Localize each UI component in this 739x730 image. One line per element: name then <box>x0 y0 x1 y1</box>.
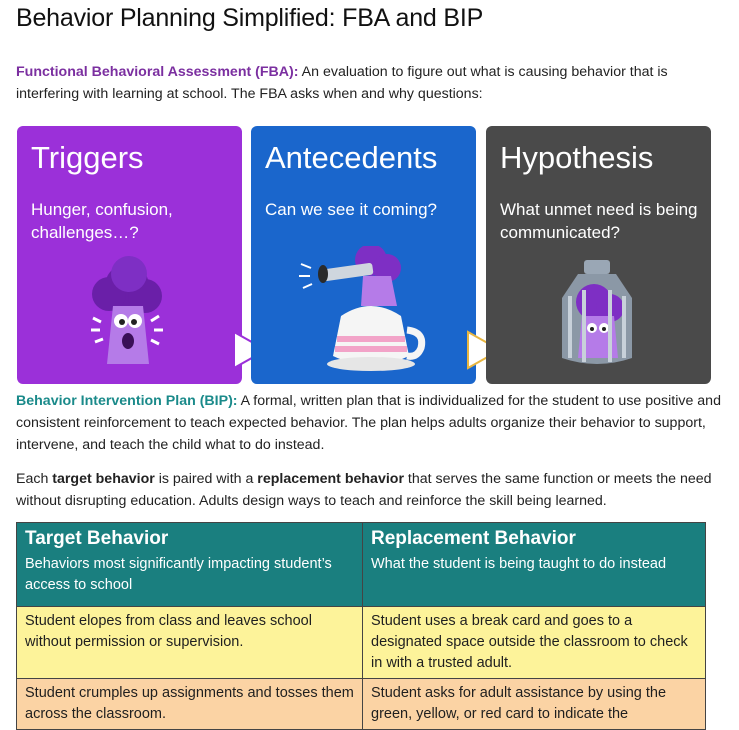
bip-lead: Behavior Intervention Plan (BIP): <box>16 393 238 409</box>
behavior-table <box>16 522 706 730</box>
table-cell: Student uses a break card and goes to a designated space outside the classroom to check in with a trusted adult. <box>363 607 706 679</box>
card-antecedents <box>251 126 476 384</box>
fba-paragraph <box>16 61 721 105</box>
page-title: Behavior Planning Simplified: FBA and BIP <box>16 4 484 32</box>
pairing-text: is paired with a <box>154 471 258 487</box>
pairing-text: that serves the same function or meets the need without disrupting education. Adults design ways to teach and reinforce the skill being learned. <box>16 471 712 509</box>
table-header <box>363 523 706 607</box>
telescope-character-icon <box>251 246 476 384</box>
table-cell: Student asks for adult assistance by using the green, yellow, or red card to indicate the <box>363 679 706 730</box>
card-text: Can we see it coming? <box>265 200 437 219</box>
card-text: What unmet need is being communicated? <box>500 200 698 242</box>
fba-text: An evaluation to figure out what is causing behavior that is interfering with learning at school. The FBA asks when and why questions: <box>16 64 668 102</box>
bip-paragraph <box>16 390 721 456</box>
pairing-paragraph <box>16 468 721 512</box>
table-row <box>17 679 706 730</box>
table-row <box>17 607 706 679</box>
card-text: Hunger, confusion, challenges…? <box>31 200 173 242</box>
header-title: Target Behavior <box>25 528 169 549</box>
card-heading: Hypothesis <box>500 140 654 175</box>
jar-character-icon <box>486 246 711 384</box>
table-cell: Student crumples up assignments and tosses them across the classroom. <box>17 679 363 730</box>
card-heading: Antecedents <box>265 140 438 175</box>
card-triggers <box>17 126 242 384</box>
pairing-text: Each <box>16 471 53 487</box>
pairing-bold: target behavior <box>52 471 155 487</box>
table-header-row <box>17 523 706 607</box>
table-header <box>17 523 363 607</box>
fba-lead: Functional Behavioral Assessment (FBA): <box>16 64 299 80</box>
header-subtitle: Behaviors most significantly impacting student’s access to school <box>25 556 332 593</box>
header-title: Replacement Behavior <box>371 528 576 549</box>
card-hypothesis <box>486 126 711 384</box>
confused-character-icon <box>17 246 242 384</box>
bip-text: A formal, written plan that is individualized for the student to use positive and consistent reinforcement to teach expected behavior. The plan helps adults organize their behavior to support, intervene, and teach the child what to do instead. <box>16 393 721 453</box>
header-subtitle: What the student is being taught to do instead <box>371 556 667 572</box>
table-cell: Student elopes from class and leaves school without permission or supervision. <box>17 607 363 679</box>
pairing-bold: replacement behavior <box>257 471 404 487</box>
card-heading: Triggers <box>31 140 144 175</box>
